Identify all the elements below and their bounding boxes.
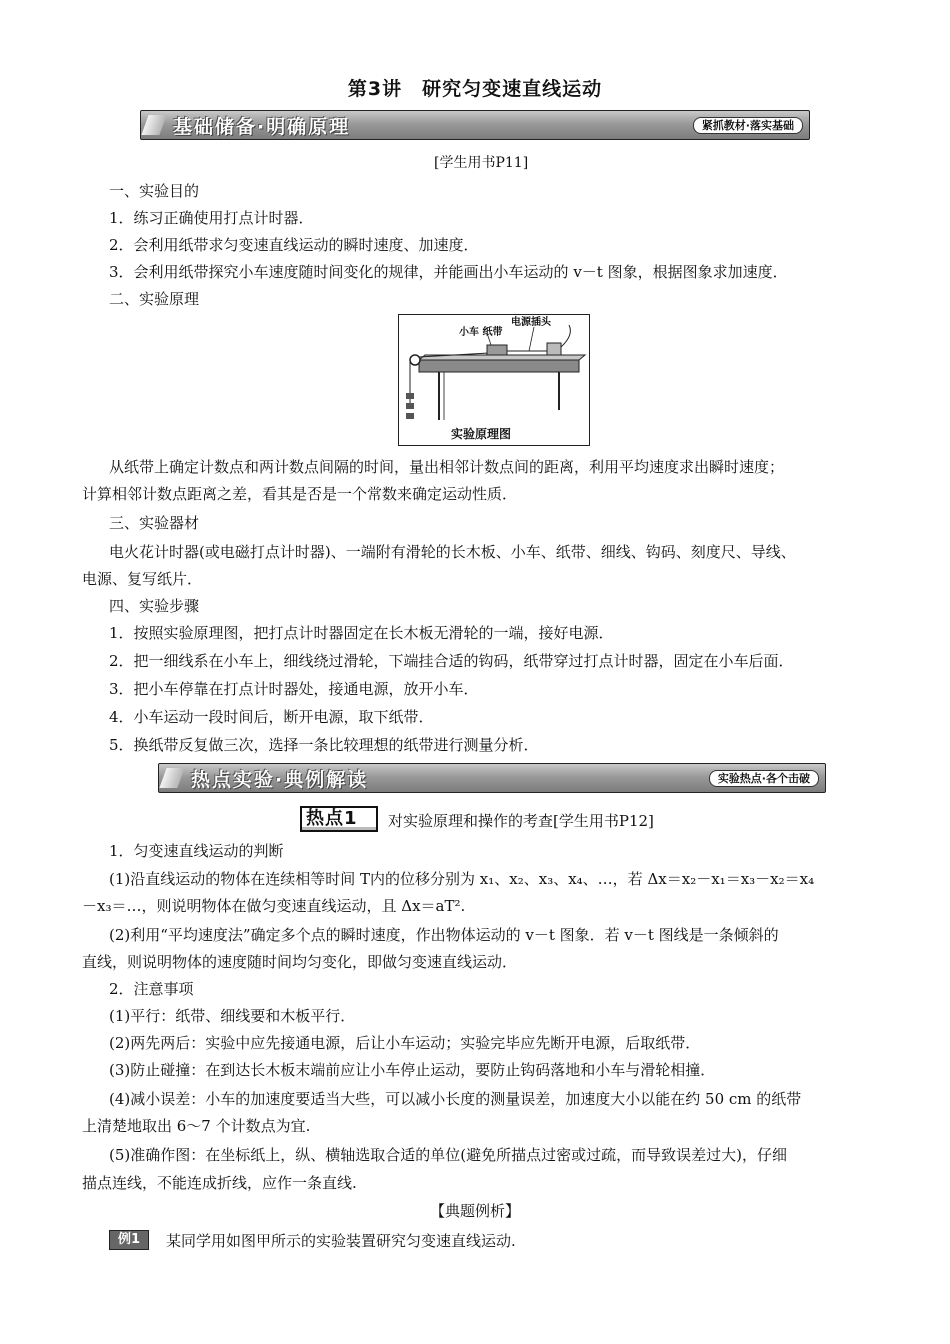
section-heading-equipment: 三、实验器材 xyxy=(109,514,200,532)
equipment-line2: 电源、复写纸片． xyxy=(82,570,203,588)
note-1: (1)平行：纸带、细线要和木板平行． xyxy=(109,1007,356,1025)
note-5-line1: (5)准确作图：在坐标纸上，纵、横轴选取合适的单位(避免所描点过密或过疏，而导致误差过大)，仔细 xyxy=(109,1146,787,1164)
principle-paragraph-line1: 从纸带上确定计数点和两计数点间隔的时间，量出相邻计数点间的距离，利用平均速度求出瞬时速度； xyxy=(109,458,785,476)
note-2: (2)两先两后：实验中应先接通电源，后让小车运动；实验完毕应先断开电源，后取纸带． xyxy=(109,1034,701,1052)
purpose-item-2: 2．会利用纸带求匀变速直线运动的瞬时速度、加速度． xyxy=(109,236,479,254)
page-title: 第3讲 研究匀变速直线运动 xyxy=(347,78,603,100)
step-item-3: 3．把小车停靠在打点计时器处，接通电源，放开小车． xyxy=(109,680,479,698)
judge-p1-line2: －x₃＝…，则说明物体在做匀变速直线运动，且 Δx＝aT². xyxy=(82,897,466,915)
notes-heading: 2．注意事项 xyxy=(109,980,194,998)
example-text: 某同学用如图甲所示的实验装置研究匀变速直线运动. xyxy=(166,1232,516,1250)
step-item-1: 1．按照实验原理图，把打点计时器固定在长木板无滑轮的一端，接好电源． xyxy=(109,624,614,642)
banner-decoration xyxy=(141,115,166,135)
judge-p2-line2: 直线，则说明物体的速度随时间均匀变化，即做匀变速直线运动． xyxy=(82,953,518,971)
hot-topic-title: 对实验原理和操作的考查[学生用书P12] xyxy=(388,812,654,830)
equipment-line1: 电火花计时器(或电磁打点计时器)、一端附有滑轮的长木板、小车、纸带、细线、钩码、刻度尺、导线、 xyxy=(109,543,796,561)
step-item-4: 4．小车运动一段时间后，断开电源，取下纸带． xyxy=(109,708,434,726)
banner-tag: 实验热点·各个击破 xyxy=(709,770,819,787)
note-5-line2: 描点连线，不能连成折线，应作一条直线. xyxy=(82,1174,357,1192)
principle-paragraph-line2: 计算相邻计数点距离之差，看其是否是一个常数来确定运动性质． xyxy=(82,485,518,503)
step-item-2: 2．把一细线系在小车上，细线绕过滑轮，下端挂合适的钩码，纸带穿过打点计时器，固定在小车后面． xyxy=(109,652,794,670)
section-banner-hot-experiments xyxy=(158,763,826,793)
section-banner-basics xyxy=(140,110,810,140)
step-item-5: 5．换纸带反复做三次，选择一条比较理想的纸带进行测量分析． xyxy=(109,736,539,754)
example-badge: 例1 xyxy=(109,1230,149,1250)
purpose-item-3: 3．会利用纸带探究小车速度随时间变化的规律，并能画出小车运动的 v－t 图象，根据图象求加速度． xyxy=(109,263,788,281)
hot-badge: 热点1 xyxy=(300,806,378,832)
banner-tag: 紧抓教材·落实基础 xyxy=(693,117,803,134)
banner-title: 热点实验·典例解读 xyxy=(191,769,369,791)
banner-decoration xyxy=(159,768,184,788)
section-heading-purpose: 一、实验目的 xyxy=(109,182,200,200)
note-3: (3)防止碰撞：在到达长木板末端前应让小车停止运动，要防止钩码落地和小车与滑轮相撞． xyxy=(109,1061,716,1079)
judge-heading: 1．匀变速直线运动的判断 xyxy=(109,842,284,860)
label-power-plug: 电源插头 xyxy=(511,317,551,328)
section-heading-steps: 四、实验步骤 xyxy=(109,597,200,615)
label-car-tape: 小车 纸带 xyxy=(459,327,503,338)
banner-title: 基础储备·明确原理 xyxy=(173,116,351,138)
figure-caption: 实验原理图 xyxy=(451,427,512,441)
section-heading-principle: 二、实验原理 xyxy=(109,290,200,308)
note-4-line1: (4)减小误差：小车的加速度要适当大些，可以减小长度的测量误差，加速度大小以能在约 50 cm 的纸带 xyxy=(109,1090,802,1108)
judge-p2-line1: (2)利用“平均速度法”确定多个点的瞬时速度，作出物体运动的 v－t 图象．若 v－t 图线是一条倾斜的 xyxy=(109,926,779,944)
principle-diagram xyxy=(398,314,590,446)
note-4-line2: 上清楚地取出 6～7 个计数点为宜. xyxy=(82,1117,311,1135)
judge-p1-line1: (1)沿直线运动的物体在连续相等时间 T内的位移分别为 x₁、x₂、x₃、x₄、…，若 Δx＝x₂－x₁＝x₃－x₂＝x₄ xyxy=(109,870,815,888)
book-reference: [学生用书P11] xyxy=(434,155,529,171)
example-heading: 【典题例析】 xyxy=(429,1202,520,1220)
purpose-item-1: 1．练习正确使用打点计时器． xyxy=(109,209,314,227)
